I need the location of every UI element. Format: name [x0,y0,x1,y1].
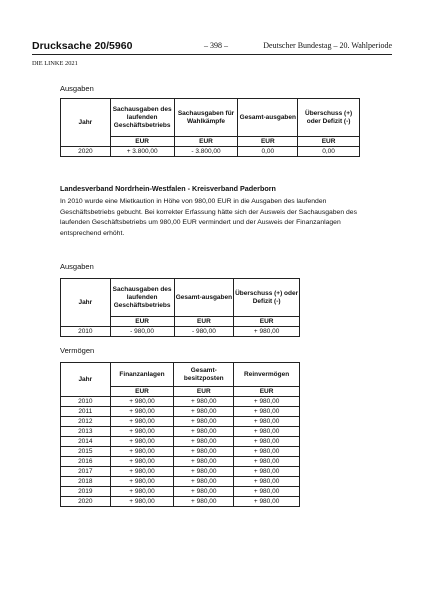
cell-value: - 980,00 [110,327,174,337]
cell-year: 2020 [61,497,111,507]
unit-cell: EUR [174,137,238,147]
table-row [61,417,300,427]
cell-value: + 980,00 [110,437,174,447]
cell-value: + 980,00 [234,457,300,467]
party-label: DIE LINKE 2021 [32,60,78,67]
unit-cell: EUR [110,317,174,327]
cell-value: + 980,00 [174,397,234,407]
table-row [61,477,300,487]
cell-value: + 980,00 [174,447,234,457]
header-rule [32,54,392,55]
cell-year: 2020 [61,147,111,157]
ausgaben-table-2 [60,278,300,337]
col-header: Finanzanlagen [110,363,174,387]
unit-cell: EUR [174,387,234,397]
unit-cell: EUR [238,137,298,147]
doc-number: Drucksache 20/5960 [32,40,133,52]
col-header: Gesamt-ausgaben [238,99,298,137]
cell-value: + 3.800,00 [110,147,174,157]
table-row [61,487,300,497]
table-row [61,497,300,507]
cell-value: + 980,00 [234,437,300,447]
cell-value: + 980,00 [234,407,300,417]
page-header [32,40,392,54]
unit-cell: EUR [234,387,300,397]
section-paragraph: In 2010 wurde eine Mietkaution in Höhe von 980,00 EUR in die Ausgaben des laufenden Geschäftsbetriebs gebucht. Bei korrekter Erfassung hätte sich der Ausweis der Sachausgaben des laufenden Geschäftsbetriebs um 980,00 EUR vermindert und der Ausweis der Finanzanlagen entsprechend erhöht. [60,198,357,237]
cell-value: + 980,00 [234,427,300,437]
cell-value: + 980,00 [174,437,234,447]
cell-value: + 980,00 [174,487,234,497]
col-header: Überschuss (+) oder Defizit (-) [234,279,300,317]
cell-year: 2015 [61,447,111,457]
table-row [61,147,360,157]
col-header: Sachausgaben des laufenden Geschäftsbetriebs [110,279,174,317]
ausgaben-label-2: Ausgaben [60,262,94,271]
cell-value: + 980,00 [174,477,234,487]
cell-value: + 980,00 [234,467,300,477]
cell-value: + 980,00 [110,467,174,477]
cell-value: + 980,00 [174,457,234,467]
cell-value: - 3.800,00 [174,147,238,157]
col-header: Gesamt-besitzposten [174,363,234,387]
cell-value: + 980,00 [234,417,300,427]
col-header: Jahr [61,279,111,327]
cell-value: + 980,00 [234,477,300,487]
cell-value: - 980,00 [174,327,234,337]
parliament-title: Deutscher Bundestag – 20. Wahlperiode [263,41,392,50]
cell-year: 2013 [61,427,111,437]
cell-value: + 980,00 [234,487,300,497]
col-header: Sachausgaben für Wahlkämpfe [174,99,238,137]
table-row [61,467,300,477]
cell-value: 0,00 [238,147,298,157]
cell-value: + 980,00 [234,397,300,407]
col-header: Jahr [61,99,111,147]
cell-year: 2014 [61,437,111,447]
vermoegen-label: Vermögen [60,346,95,355]
ausgaben-label-1: Ausgaben [60,84,94,93]
col-header: Jahr [61,363,111,397]
ausgaben-table-1 [60,98,360,157]
cell-year: 2018 [61,477,111,487]
col-header: Reinvermögen [234,363,300,387]
table-row [61,407,300,417]
cell-value: 0,00 [298,147,360,157]
unit-cell: EUR [174,317,234,327]
cell-value: + 980,00 [110,407,174,417]
table-row [61,437,300,447]
section-heading: Landesverband Nordrhein-Westfalen - Kreisverband Paderborn [60,184,276,193]
cell-year: 2019 [61,487,111,497]
cell-value: + 980,00 [110,477,174,487]
table-row [61,397,300,407]
unit-cell: EUR [110,387,174,397]
cell-year: 2011 [61,407,111,417]
cell-value: + 980,00 [174,467,234,477]
vermoegen-table [60,362,300,507]
cell-value: + 980,00 [174,407,234,417]
cell-value: + 980,00 [234,447,300,457]
table-row [61,427,300,437]
cell-value: + 980,00 [174,427,234,437]
cell-year: 2016 [61,457,111,467]
unit-cell: EUR [110,137,174,147]
cell-value: + 980,00 [234,497,300,507]
unit-cell: EUR [234,317,300,327]
cell-year: 2017 [61,467,111,477]
cell-value: + 980,00 [110,417,174,427]
cell-value: + 980,00 [110,397,174,407]
unit-cell: EUR [298,137,360,147]
col-header: Gesamt-ausgaben [174,279,234,317]
table-row [61,447,300,457]
col-header: Sachausgaben des laufenden Geschäftsbetriebs [110,99,174,137]
table-row [61,327,300,337]
cell-value: + 980,00 [174,417,234,427]
cell-value: + 980,00 [234,327,300,337]
cell-value: + 980,00 [110,497,174,507]
page-number: – 398 – [204,41,228,50]
cell-year: 2010 [61,327,111,337]
col-header: Überschuss (+) oder Defizit (-) [298,99,360,137]
cell-year: 2010 [61,397,111,407]
cell-value: + 980,00 [110,457,174,467]
table-row [61,457,300,467]
cell-value: + 980,00 [110,427,174,437]
cell-year: 2012 [61,417,111,427]
cell-value: + 980,00 [110,447,174,457]
cell-value: + 980,00 [110,487,174,497]
cell-value: + 980,00 [174,497,234,507]
